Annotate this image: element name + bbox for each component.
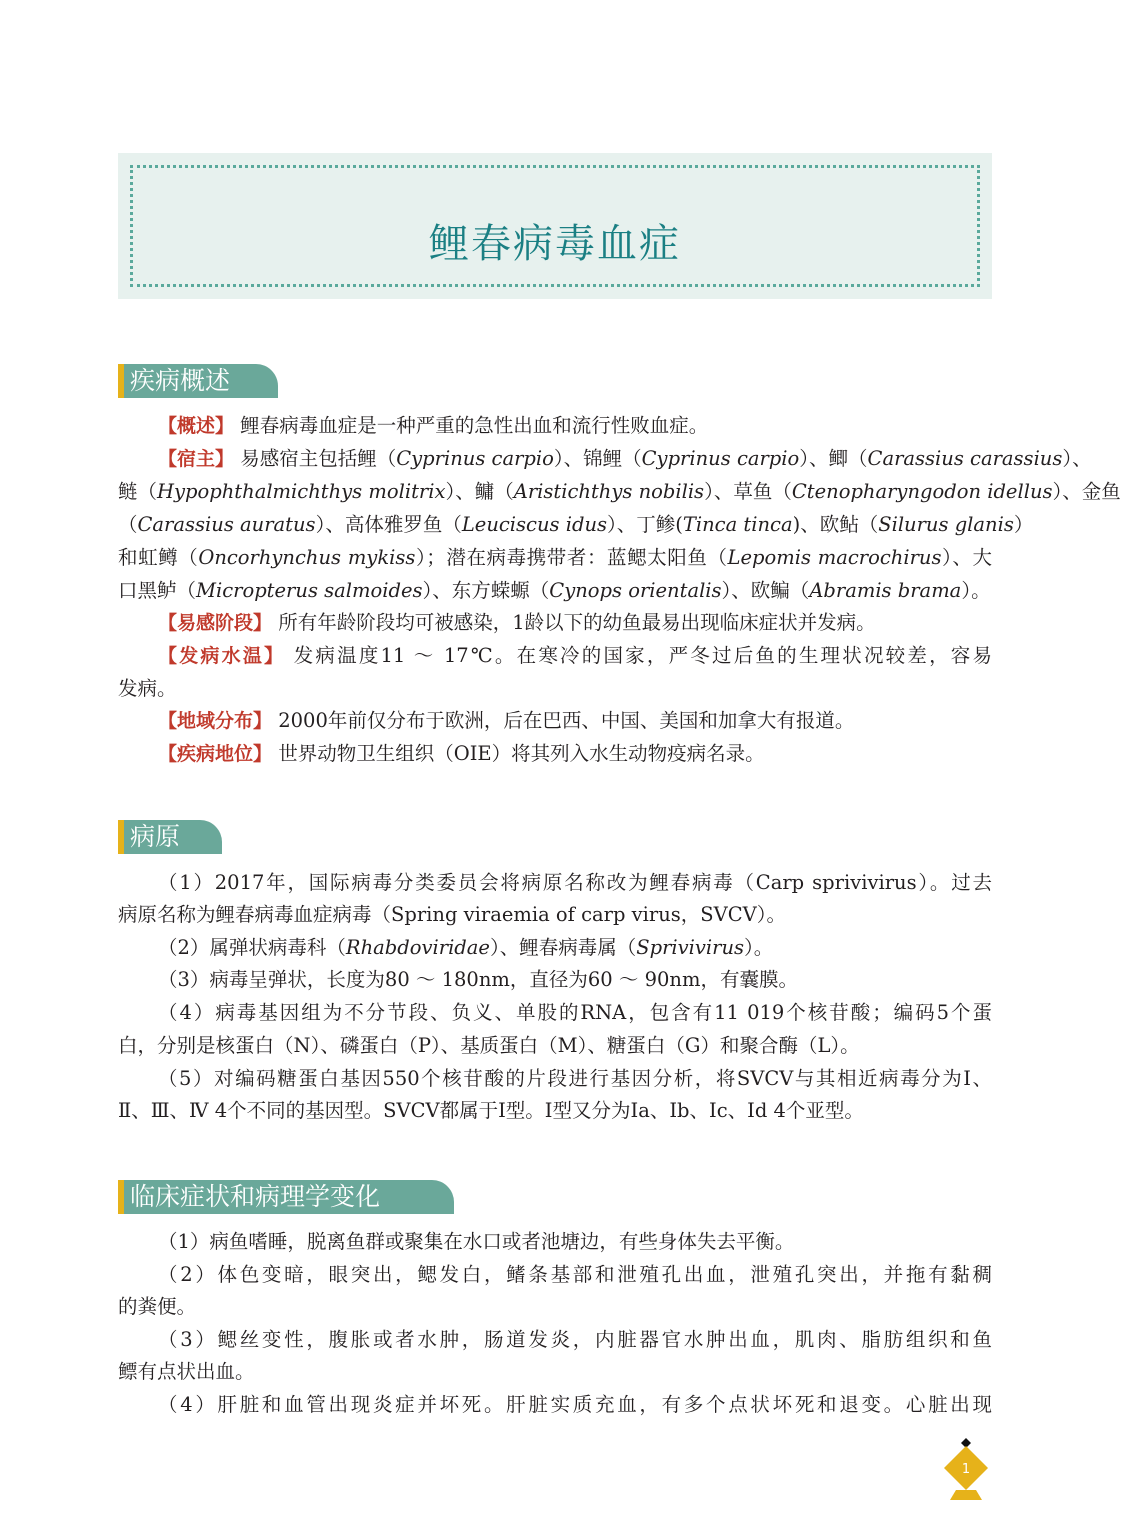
field-label: 【地域分布】 — [158, 710, 273, 732]
page-number: 1 — [961, 1462, 971, 1477]
section-header-pathogen — [118, 820, 222, 854]
clinical-line: 的粪便。 — [118, 1295, 197, 1318]
section-heading: 临床症状和病理学变化 — [124, 1180, 454, 1214]
status-line: 【疾病地位】 世界动物卫生组织（OIE）将其列入水生动物疫病名录。 — [158, 742, 765, 765]
pathogen-line: （2）属弹状病毒科（Rhabdoviridae）、鲤春病毒属（Sprivivirus）。 — [158, 936, 774, 959]
section-header-clinical — [118, 1180, 454, 1214]
overview-line: 【概述】 鲤春病毒血症是一种严重的急性出血和流行性败血症。 — [158, 414, 709, 437]
page-title: 鲤春病毒血症 — [429, 221, 681, 267]
field-label: 【发病水温】 — [158, 645, 286, 667]
stage-line: 【易感阶段】 所有年龄阶段均可被感染，1龄以下的幼鱼最易出现临床症状并发病。 — [158, 611, 876, 634]
pathogen-line: （1）2017年，国际病毒分类委员会将病原名称改为鲤春病毒（Carp sprivivirus）。过去 — [158, 871, 992, 894]
temperature-line: 【发病水温】 发病温度11 ～ 17℃。在寒冷的国家，严冬过后鱼的生理状况较差，容易 — [158, 644, 992, 667]
host-line: 鲢（Hypophthalmichthys molitrix）、鳙（Aristichthys nobilis）、草鱼（Ctenopharyngodon idellus）、金鱼 — [118, 480, 1121, 503]
clinical-line: （3）鳃丝变性，腹胀或者水肿，肠道发炎，内脏器官水肿出血，肌肉、脂肪组织和鱼 — [158, 1328, 992, 1351]
title-dotted-frame — [130, 165, 980, 287]
section-heading: 病原 — [124, 820, 222, 854]
host-line: 和虹鳟（Oncorhynchus mykiss）；潜在病毒携带者：蓝鳃太阳鱼（Lepomis macrochirus）、大 — [118, 546, 992, 569]
clinical-line: 鳔有点状出血。 — [118, 1360, 255, 1383]
clinical-line: （1）病鱼嗜睡，脱离鱼群或聚集在水口或者池塘边，有些身体失去平衡。 — [158, 1230, 795, 1253]
field-label: 【概述】 — [158, 415, 235, 437]
host-line: 【宿主】 易感宿主包括鲤（Cyprinus carpio）、锦鲤（Cyprinus carpio）、鲫（Carassius carassius）、 — [158, 447, 1092, 470]
pathogen-line: （4）病毒基因组为不分节段、负义、单股的RNA，包含有11 019个核苷酸；编码5个蛋 — [158, 1001, 992, 1024]
host-line: （Carassius auratus）、高体雅罗鱼（Leuciscus idus）、丁鲹(Tinca tinca)、欧鲇（Silurus glanis） — [118, 513, 1034, 536]
distribution-line: 【地域分布】 2000年前仅分布于欧洲，后在巴西、中国、美国和加拿大有报道。 — [158, 709, 855, 732]
field-label: 【疾病地位】 — [158, 743, 273, 765]
pathogen-line: （3）病毒呈弹状，长度为80 ～ 180nm，直径为60 ～ 90nm，有囊膜。 — [158, 968, 798, 991]
section-header-overview — [118, 364, 278, 398]
title-box — [118, 153, 992, 299]
host-line: 口黑鲈（Micropterus salmoides）、东方蝾螈（Cynops orientalis）、欧鳊（Abramis brama）。 — [118, 579, 991, 602]
clinical-line: （4）肝脏和血管出现炎症并坏死。肝脏实质充血，有多个点状坏死和退变。心脏出现 — [158, 1393, 992, 1416]
pathogen-line: Ⅱ、Ⅲ、Ⅳ 4个不同的基因型。SVCV都属于Ⅰ型。Ⅰ型又分为Ia、Ib、Ic、Id 4个亚型。 — [118, 1099, 864, 1122]
temperature-line: 发病。 — [118, 677, 177, 700]
field-label: 【易感阶段】 — [158, 612, 273, 634]
field-label: 【宿主】 — [158, 448, 235, 470]
section-heading: 疾病概述 — [124, 364, 278, 398]
clinical-line: （2）体色变暗，眼突出，鳃发白，鳍条基部和泄殖孔出血，泄殖孔突出，并拖有黏稠 — [158, 1263, 992, 1286]
pathogen-line: 白，分别是核蛋白（N）、磷蛋白（P）、基质蛋白（M）、糖蛋白（G）和聚合酶（L）。 — [118, 1034, 860, 1057]
pathogen-line: 病原名称为鲤春病毒血症病毒（Spring viraemia of carp virus，SVCV）。 — [118, 903, 786, 926]
pathogen-line: （5）对编码糖蛋白基因550个核苷酸的片段进行基因分析，将SVCV与其相近病毒分为Ⅰ、 — [158, 1067, 992, 1090]
